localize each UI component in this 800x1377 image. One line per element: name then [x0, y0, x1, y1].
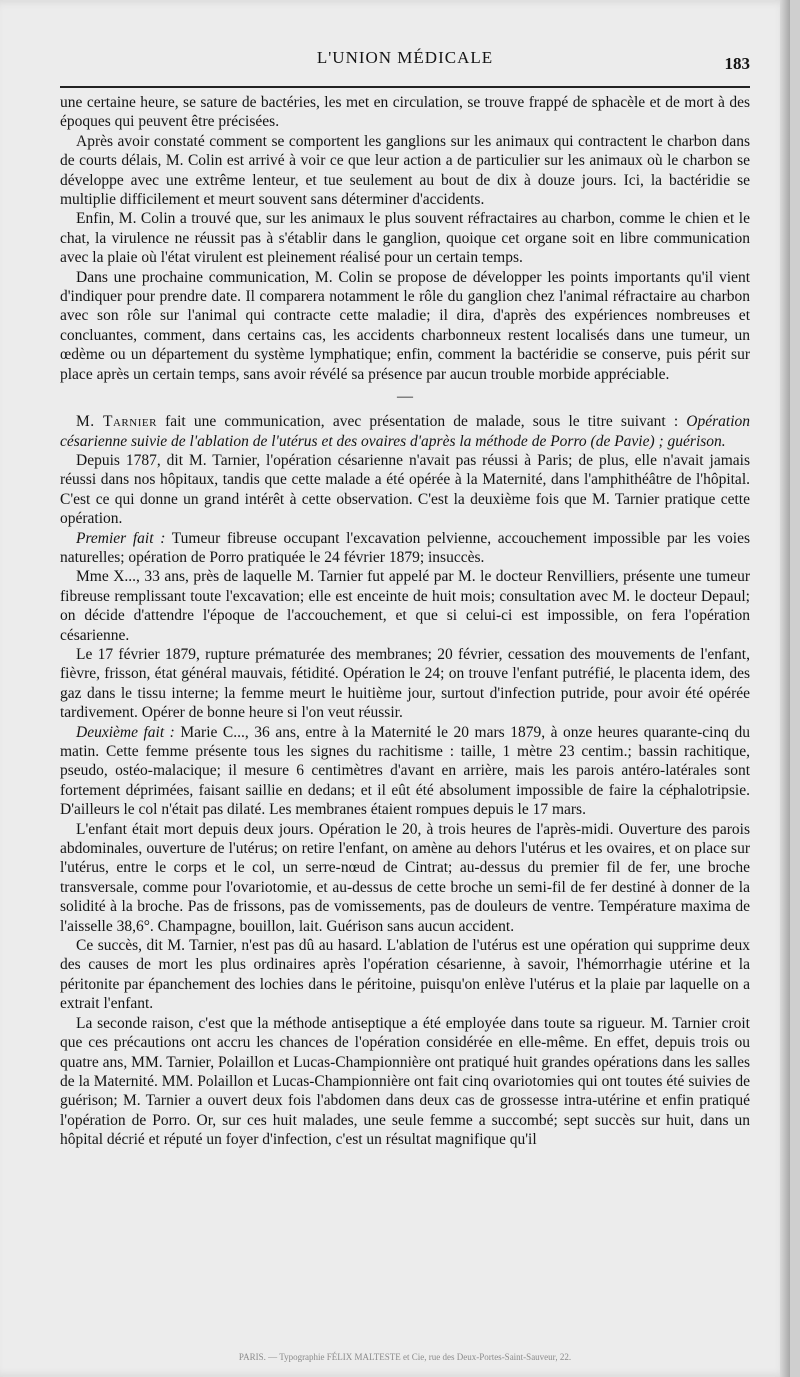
communication-heading — [60, 412, 750, 451]
paragraph: Dans une prochaine communication, M. Colin se propose de développer les points importants qu'il vient d'indiquer pour prendre date. Il comparera notamment le rôle du ganglion chez l'animal réfractaire au charbon avec son rôle sur l'animal qui contracte cette maladie; il dira, d'après des expériences nombreuses et concluantes, comment, dans certains cas, les accidents charbonneux restent localisés dans une tumeur, un œdème ou un département du système lymphatique; enfin, comment la bactéridie se conserve, puis périt sur place après un certain temps, sans avoir révélé sa présence par aucun trouble morbide appréciable. — [60, 268, 750, 383]
case-one — [60, 529, 750, 568]
case-two-label: Deuxième fait : — [76, 723, 175, 741]
article-body — [60, 93, 750, 1150]
paragraph: Mme X..., 33 ans, près de laquelle M. Tarnier fut appelé par M. le docteur Renvilliers, présente une tumeur fibreuse remplissant toute l'excavation; elle est enceinte de huit mois; consultation avec M. le docteur Depaul; on décide d'attendre l'époque de l'accouchement, et que si celui-ci est impossible, on fera l'opération césarienne. — [60, 568, 750, 644]
page-number: 183 — [724, 54, 750, 73]
paragraph: Ce succès, dit M. Tarnier, n'est pas dû au hasard. L'ablation de l'utérus est une opération qui supprime deux des causes de mort les plus ordinaires après l'opération césarienne, à savoir, l'hémorrhagie utérine et la péritonite par épanchement des lochies dans le péritoine, puisqu'on enlève l'utérus et la plaie par laquelle on a extrait l'enfant. — [60, 937, 750, 1013]
section-separator: — — [397, 388, 413, 406]
paragraph: La seconde raison, c'est que la méthode antiseptique a été employée dans toute sa rigueur. M. Tarnier croit que ces précautions ont accru les chances de l'opération considérée en elle-même. En effet, depuis trois ou quatre ans, MM. Tarnier, Polaillon et Lucas-Championnière ont pratiqué huit grandes opérations dans les salles de la Maternité. MM. Polaillon et Lucas-Championnière ont fait cinq ovariotomies qui ont toutes été suivies de guérison; M. Tarnier a ouvert deux fois l'abdomen dans deux cas de grossesse intra-utérine et enfin pratiqué l'opération de Porro. Or, sur ces huit malades, une seule femme a succombé; sept succès sur huit, dans un hôpital décrié et réputé un foyer d'infection, c'est un résultat magnifique qu'il — [60, 1014, 750, 1149]
printer-imprint: PARIS. — Typographie FÉLIX MALTESTE et Cie, rue des Deux-Portes-Saint-Sauveur, 22. — [238, 1352, 572, 1362]
case-one-text: Tumeur fibreuse occupant l'excavation pelvienne, accouchement impossible par les voies naturelles; opération de Porro pratiquée le 24 février 1879; insuccès. — [60, 529, 750, 566]
paragraph: Le 17 février 1879, rupture prématurée des membranes; 20 février, cessation des mouvements de l'enfant, fièvre, frisson, état général mauvais, fétidité. Opération le 24; on trouve l'enfant putréfié, le placenta idem, des gaz dans le tissu interne; la femme meurt le huitième jour, surtout d'infection putride, pour avoir été opérée tardivement. Opérer de bonne heure si l'on veut réussir. — [60, 645, 750, 722]
page-edge-shadow — [780, 0, 790, 1377]
author-name: M. Tarnier — [76, 413, 157, 431]
communication-intro: fait une communication, avec présentation de malade, sous le titre suivant : — [156, 413, 687, 431]
case-one-label: Premier fait : — [76, 529, 166, 547]
case-two-text: Marie C..., 36 ans, entre à la Maternité le 20 mars 1879, à onze heures quarante-cinq du matin. Cette femme présente tous les signes du rachitisme : taille, 1 mètre 23 centim.; bassin rachitique, pseudo, ostéo-malacique; il mesure 6 centimètres d'avant en arrière, mais les parois antéro-latérales sont fortement déprimées, faisant saillie en dedans; et il eût été absolument impossible de faire la céphalotripsie. D'ailleurs le col n'était pas dilaté. Les membranes étaient rompues depuis le 17 mars. — [60, 723, 751, 819]
case-two — [60, 723, 750, 820]
paragraph: Enfin, M. Colin a trouvé que, sur les animaux le plus souvent réfractaires au charbon, comme le chien et le chat, la virulence ne réussit pas à s'établir dans le ganglion, quoique cet organe soit en libre communication avec la plaie où l'état virulent est pleinement réalisé pour un certain temps. — [60, 210, 750, 267]
journal-title: L'UNION MÉDICALE — [316, 48, 494, 67]
running-head — [60, 48, 750, 78]
header-rule — [60, 86, 750, 88]
paragraph: une certaine heure, se sature de bactéries, les met en circulation, se trouve frappé de sphacèle et de mort à des époques qui peuvent être précisées. — [60, 94, 750, 131]
paragraph: Depuis 1787, dit M. Tarnier, l'opération césarienne n'avait pas réussi à Paris; de plus, elle n'avait jamais réussi dans nos hôpitaux, tandis que cette malade a été opérée à la Maternité, dans l'amphithéâtre de l'hôpital. C'est ce qui donne un grand intérêt à cette observation. C'est la deuxième fois que M. Tarnier pratique cette opération. — [60, 451, 750, 528]
communication-title: Opération césarienne suivie de l'ablation de l'utérus et des ovaires d'après la méthode de Porro (de Pavie) ; guérison. — [60, 413, 750, 450]
paragraph: L'enfant était mort depuis deux jours. Opération le 20, à trois heures de l'après-midi. Ouverture des parois abdominales, ouverture de l'utérus; on retire l'enfant, on amène au dehors l'utérus et les ovaires, et on place sur l'utérus, entre le corps et le col, un serre-nœud de Cintrat; au-dessus du premier fil de fer, une broche transversale, comme pour l'ovariotomie, et au-dessus de cette broche un semi-fil de fer destiné à donner de la solidité à la broche. Pas de frissons, pas de vomissements, pas de douleurs de ventre. Température maxima de l'aisselle 38,6°. Champagne, bouillon, lait. Guérison sans aucun accident. — [60, 820, 750, 935]
paragraph: Après avoir constaté comment se comportent les ganglions sur les animaux qui contractent le charbon dans de courts délais, M. Colin est arrivé à voir ce que leur action a de particulier sur les animaux où le charbon se développe avec une extrême lenteur, et tue seulement au bout de dix à douze jours. Ici, la bactéridie se multiplie difficilement et meurt souvent sans déterminer d'accidents. — [60, 132, 750, 209]
